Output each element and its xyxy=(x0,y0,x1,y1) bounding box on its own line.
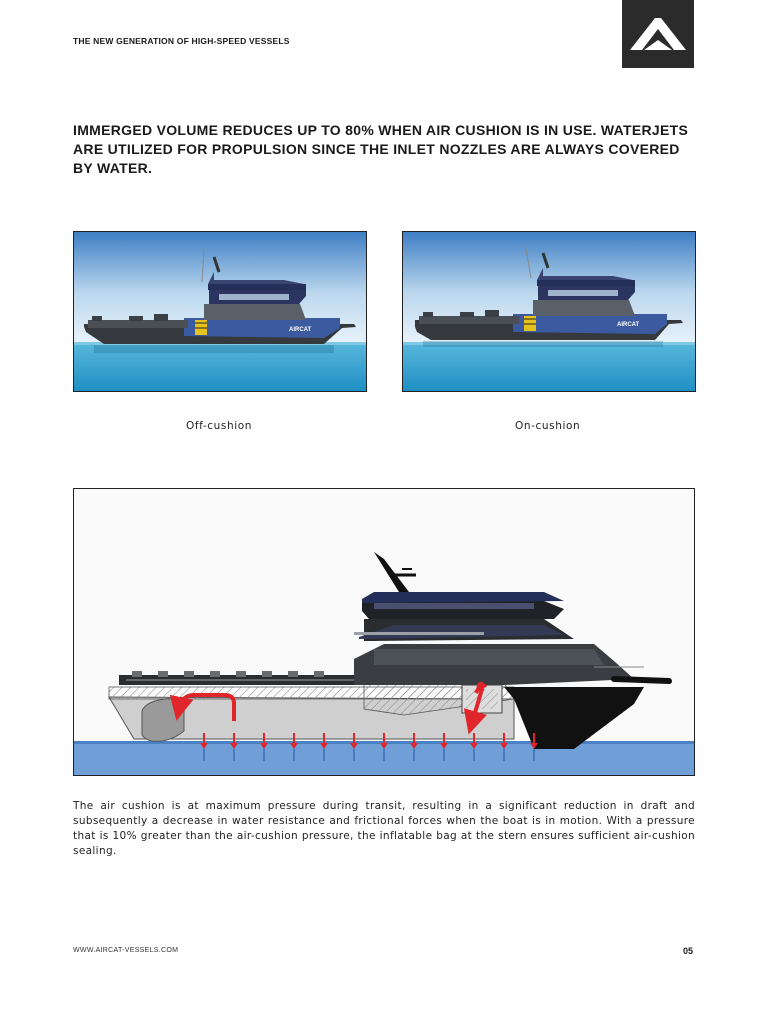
on-cushion-caption: On-cushion xyxy=(515,420,581,432)
off-cushion-caption: Off-cushion xyxy=(186,420,253,432)
aircat-logo xyxy=(622,0,694,68)
on-cushion-photo xyxy=(402,231,696,392)
footer-url: WWW.AIRCAT-VESSELS.COM xyxy=(73,947,179,954)
hull-label-right: AIRCAT xyxy=(617,322,640,328)
hull-label-left: AIRCAT xyxy=(289,327,312,333)
page-number: 05 xyxy=(683,946,694,956)
headline: IMMERGED VOLUME REDUCES UP TO 80% WHEN AIR CUSHION IS IN USE. WATERJETS ARE UTILIZED FOR PROPULSION SINCE THE INLET NOZZLES ARE ALWAYS COVERED BY WATER. xyxy=(73,122,689,176)
header-title: THE NEW GENERATION OF HIGH-SPEED VESSELS xyxy=(73,36,290,46)
air-cushion-diagram xyxy=(73,488,695,776)
off-cushion-photo xyxy=(73,231,367,392)
air-cushion-cross-section-diagram xyxy=(74,489,694,775)
body-paragraph: The air cushion is at maximum pressure during transit, resulting in a significant reduction in draft and subsequently a decrease in water resistance and frictional forces when the boat is in motion. With a pressure that is 10% greater than the air-cushion pressure, the inflatable bag at the stern ensures sufficient air-cushion sealing. xyxy=(73,800,695,857)
aircat-a-logo-icon xyxy=(622,0,694,68)
